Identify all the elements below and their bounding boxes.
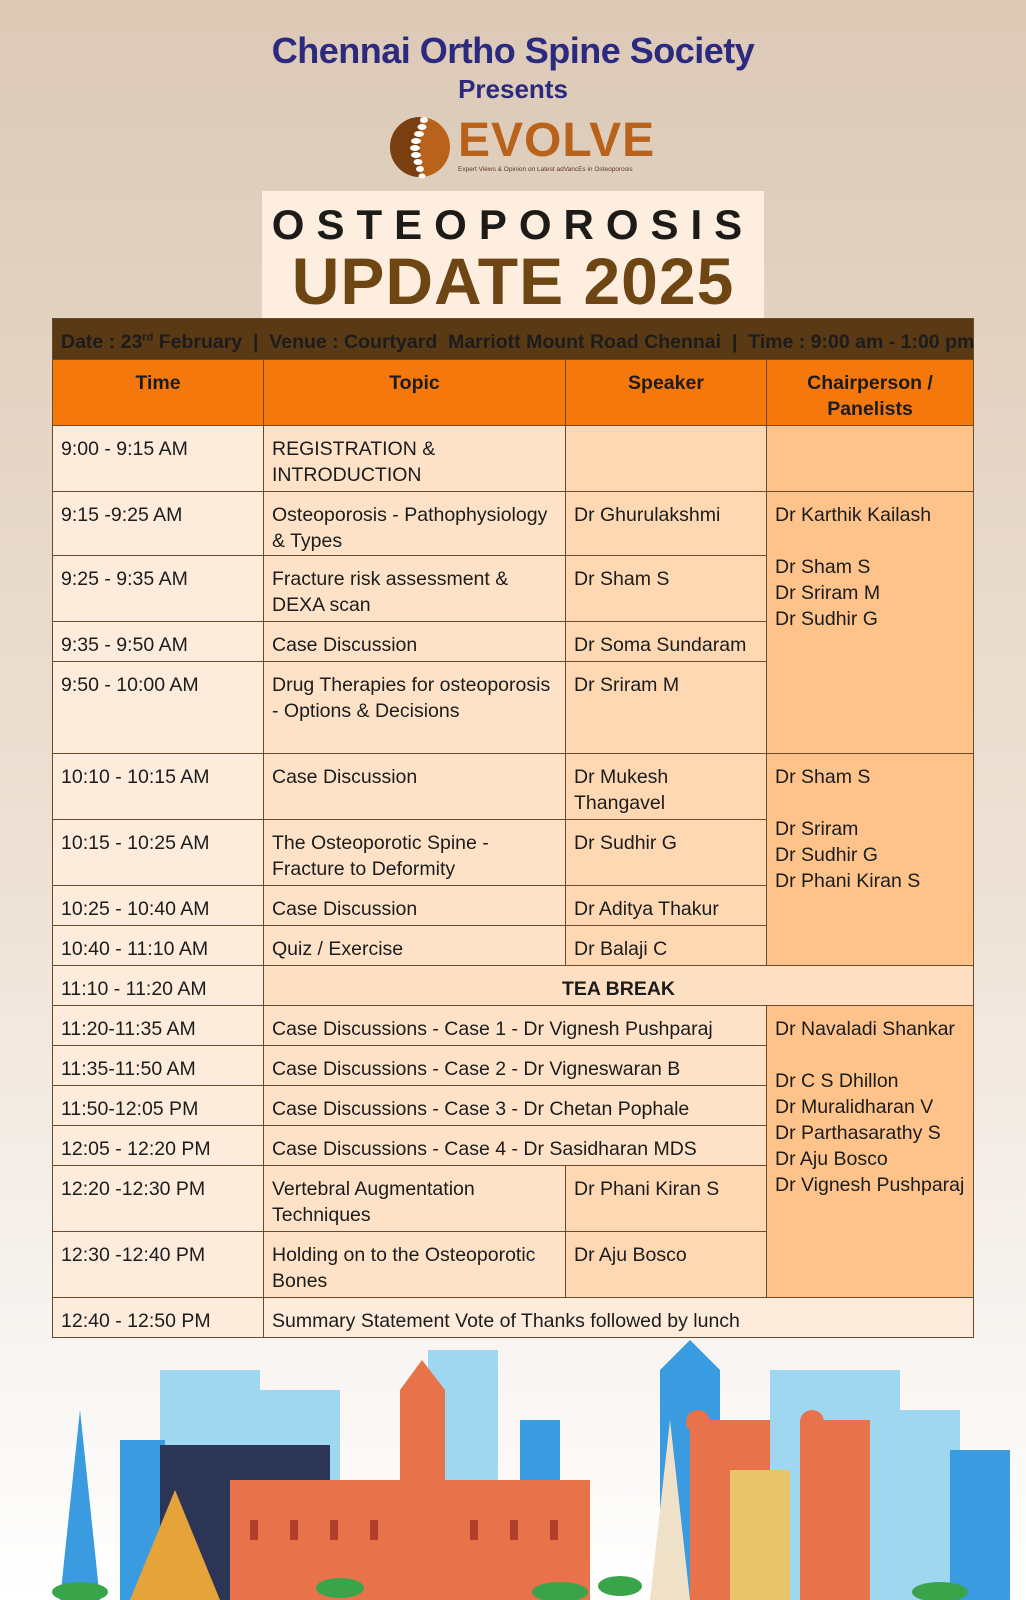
time-cell: 10:40 - 11:10 AM: [53, 926, 264, 966]
speaker-cell: Dr Aju Bosco: [566, 1232, 767, 1298]
topic-cell: Quiz / Exercise: [264, 926, 566, 966]
topic-cell: Drug Therapies for osteoporosis - Options & Decisions: [264, 662, 566, 754]
panelist-name: Dr Aju Bosco: [775, 1148, 888, 1170]
topic-cell: Case Discussion: [264, 754, 566, 820]
time-cell: 12:40 - 12:50 PM: [53, 1298, 264, 1338]
speaker-cell: Dr Sriram M: [566, 662, 767, 754]
table-row: [53, 966, 974, 1006]
topic-cell: Fracture risk assessment & DEXA scan: [264, 556, 566, 622]
time-cell: 9:00 - 9:15 AM: [53, 426, 264, 492]
time-cell: 10:10 - 10:15 AM: [53, 754, 264, 820]
speaker-cell: Dr Phani Kiran S: [566, 1166, 767, 1232]
topic-cell: Case Discussions - Case 2 - Dr Vigneswaran B: [264, 1046, 767, 1086]
speaker-cell: Dr Aditya Thakur: [566, 886, 767, 926]
column-header-chairperson: Chairperson / Panelists: [767, 360, 974, 426]
topic-cell: Case Discussions - Case 3 - Dr Chetan Pophale: [264, 1086, 767, 1126]
column-header-time: Time: [53, 360, 264, 426]
time-cell: 9:50 - 10:00 AM: [53, 662, 264, 754]
schedule-table: [52, 318, 974, 1338]
topic-cell: Case Discussion: [264, 622, 566, 662]
column-header-topic: Topic: [264, 360, 566, 426]
time-cell: 11:35-11:50 AM: [53, 1046, 264, 1086]
panelist-name: Dr Vignesh Pushparaj: [775, 1174, 965, 1196]
panel-cell: [767, 754, 974, 966]
time-cell: 11:20-11:35 AM: [53, 1006, 264, 1046]
panel-cell: [767, 492, 974, 754]
time-cell: 12:30 -12:40 PM: [53, 1232, 264, 1298]
organization-name: Chennai Ortho Spine Society: [271, 30, 755, 71]
panelist-name: Dr Phani Kiran S: [775, 870, 921, 892]
spine-logo-icon: [388, 112, 452, 180]
table-row: [53, 492, 974, 556]
speaker-cell: Dr Mukesh Thangavel: [566, 754, 767, 820]
time-cell: 12:20 -12:30 PM: [53, 1166, 264, 1232]
panelist-name: Dr Sriram M: [775, 582, 881, 604]
chennai-skyline-illustration: [0, 1330, 1026, 1600]
topic-cell: Holding on to the Osteoporotic Bones: [264, 1232, 566, 1298]
time-cell: 11:10 - 11:20 AM: [53, 966, 264, 1006]
time-cell: 10:15 - 10:25 AM: [53, 820, 264, 886]
chair-cell: [767, 426, 974, 492]
speaker-cell: Dr Sudhir G: [566, 820, 767, 886]
logo-wordmark: EVOLVE: [458, 114, 656, 167]
title-line-1: OSTEOPOROSIS: [271, 201, 755, 248]
topic-cell: Case Discussions - Case 1 - Dr Vignesh Pushparaj: [264, 1006, 767, 1046]
chairperson-name: Dr Sham S: [775, 766, 871, 788]
speaker-cell: [566, 426, 767, 492]
topic-cell: The Osteoporotic Spine - Fracture to Deformity: [264, 820, 566, 886]
table-row: [53, 754, 974, 820]
time-cell: 9:15 -9:25 AM: [53, 492, 264, 556]
panelist-name: Dr Parthasarathy S: [775, 1122, 941, 1144]
panelist-name: Dr Muralidharan V: [775, 1096, 934, 1118]
time-cell: 9:25 - 9:35 AM: [53, 556, 264, 622]
presents-label: Presents: [458, 74, 568, 104]
table-header-row: [53, 360, 974, 426]
event-info: Date : 23rd February | Venue : Courtyard Marriott Mount Road Chennai | Time : 9:00 am - 1:00 pm: [53, 319, 974, 360]
topic-cell: Case Discussions - Case 4 - Dr Sasidharan MDS: [264, 1126, 767, 1166]
chairperson-name: Dr Navaladi Shankar: [775, 1018, 955, 1040]
chairperson-name: Dr Karthik Kailash: [775, 504, 932, 526]
panelist-name: Dr Sham S: [775, 556, 871, 578]
title-line-2: UPDATE 2025: [291, 244, 735, 318]
table-row: [53, 426, 974, 492]
speaker-cell: Dr Sham S: [566, 556, 767, 622]
column-header-speaker: Speaker: [566, 360, 767, 426]
logo-tagline: Expert Views & Opinion on Latest adVancEs in Osteoporosis: [458, 166, 633, 173]
speaker-cell: Dr Ghurulakshmi: [566, 492, 767, 556]
event-title-box: [262, 191, 764, 318]
topic-cell: Case Discussion: [264, 886, 566, 926]
topic-cell: Osteoporosis - Pathophysiology & Types: [264, 492, 566, 556]
panel-cell: [767, 1006, 974, 1298]
time-cell: 11:50-12:05 PM: [53, 1086, 264, 1126]
topic-cell: Summary Statement Vote of Thanks followed by lunch: [264, 1298, 974, 1338]
time-cell: 10:25 - 10:40 AM: [53, 886, 264, 926]
table-row: [53, 1006, 974, 1046]
panelist-name: Dr Sriram: [775, 818, 859, 840]
panelist-name: Dr Sudhir G: [775, 608, 878, 630]
time-cell: 9:35 - 9:50 AM: [53, 622, 264, 662]
speaker-cell: Dr Soma Sundaram: [566, 622, 767, 662]
topic-cell: Vertebral Augmentation Techniques: [264, 1166, 566, 1232]
event-info-row: [53, 319, 974, 360]
panelist-name: Dr C S Dhillon: [775, 1070, 899, 1092]
panelist-name: Dr Sudhir G: [775, 844, 878, 866]
topic-cell: REGISTRATION & INTRODUCTION: [264, 426, 566, 492]
speaker-cell: Dr Balaji C: [566, 926, 767, 966]
time-cell: 12:05 - 12:20 PM: [53, 1126, 264, 1166]
evolve-logo: [388, 112, 656, 180]
tea-break-cell: TEA BREAK: [264, 966, 974, 1006]
